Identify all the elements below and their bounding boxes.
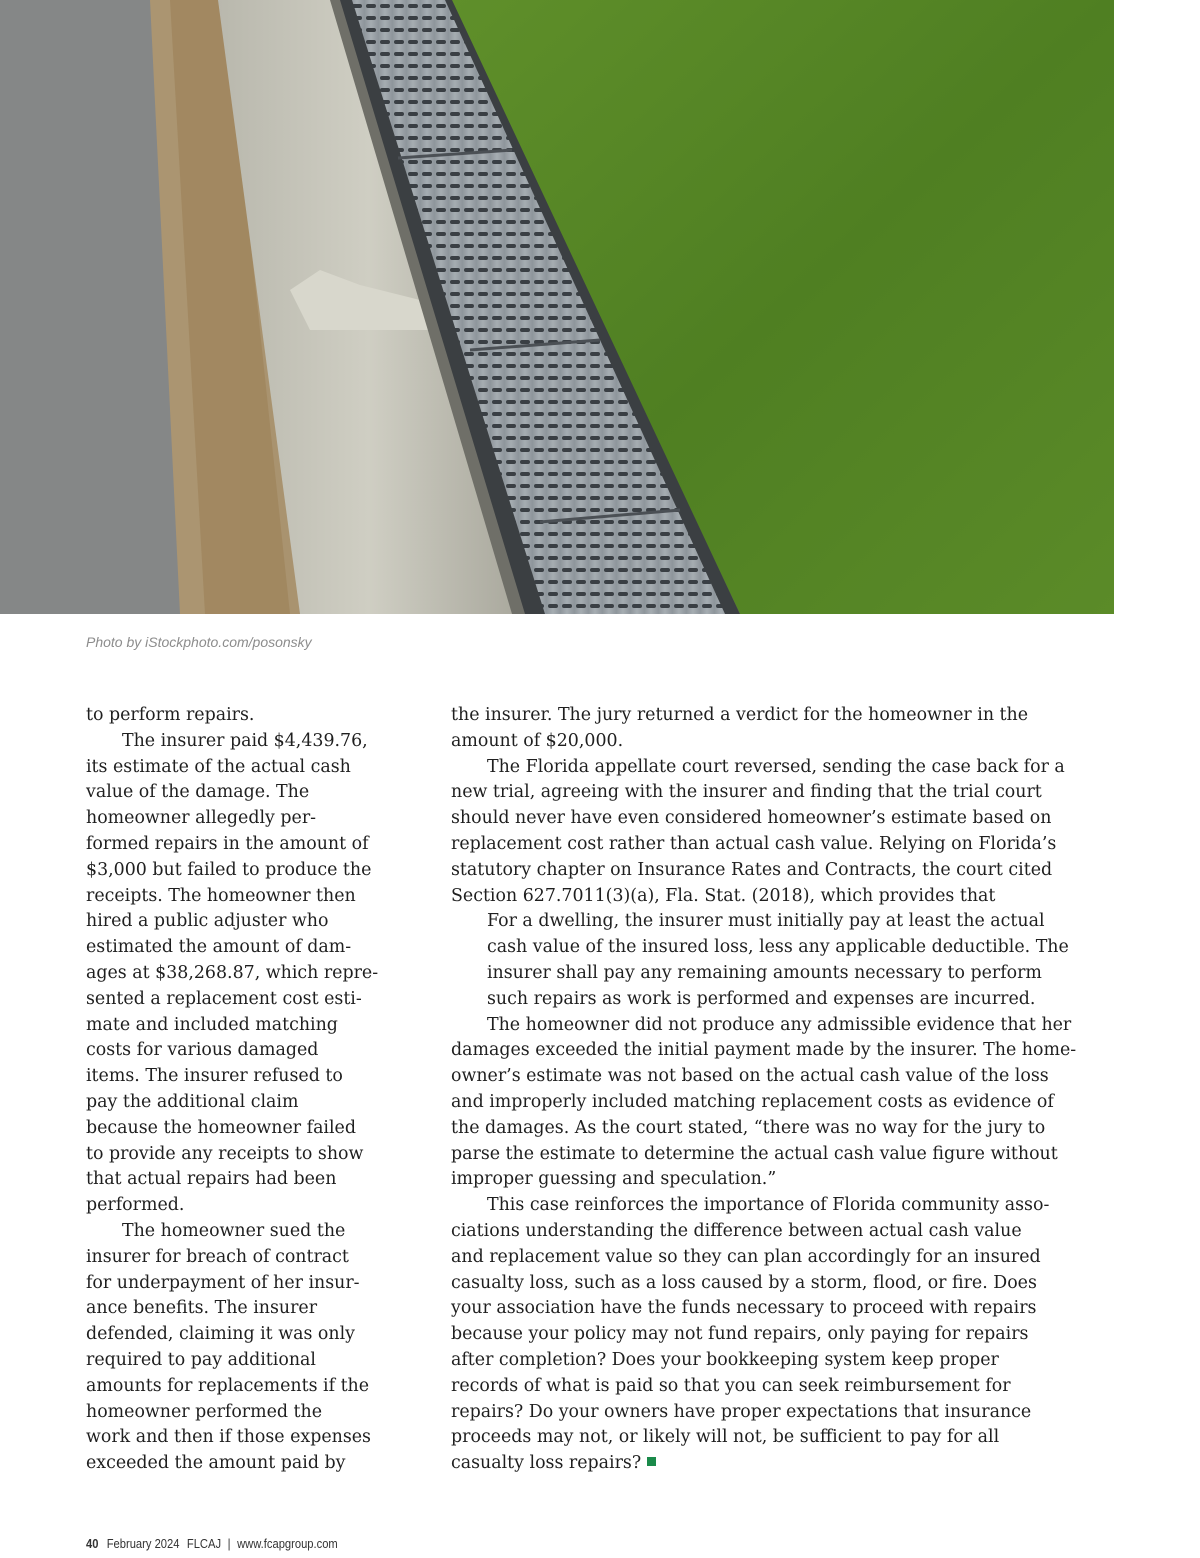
text-line: The insurer paid $4,439.76,: [122, 730, 368, 751]
text-line: receipts. The homeowner then: [86, 885, 356, 906]
text-line: homeowner allegedly per-: [86, 808, 317, 829]
text-line: insurer for breach of contract: [86, 1246, 349, 1267]
text-line: estimated the amount of dam-: [86, 937, 352, 958]
text-line: defended, claiming it was only: [86, 1324, 355, 1345]
paragraph: [451, 1013, 1116, 1194]
text-line: improper guessing and speculation.”: [451, 1169, 777, 1190]
text-line: records of what is paid so that you can seek reimbursement for: [451, 1375, 1011, 1396]
text-line: owner’s estimate was not based on the actual cash value of the loss: [451, 1066, 1049, 1087]
text-line: formed repairs in the amount of: [86, 833, 369, 854]
text-line: because your policy may not fund repairs, only paying for repairs: [451, 1324, 1029, 1345]
text-line: cash value of the insured loss, less any applicable deductible. The: [487, 937, 1069, 958]
text-line: performed.: [86, 1195, 185, 1216]
text-line: For a dwelling, the insurer must initially pay at least the actual: [487, 911, 1045, 932]
paragraph: [451, 1193, 1116, 1477]
text-line: ciations understanding the difference between actual cash value: [451, 1220, 1022, 1241]
text-line: [451, 1451, 1116, 1477]
text-line: parse the estimate to determine the actual cash value figure without: [451, 1143, 1058, 1164]
text-line: to provide any receipts to show: [86, 1143, 364, 1164]
paragraph: [86, 703, 396, 729]
text-line: proceeds may not, or likely will not, be sufficient to pay for all: [451, 1427, 1000, 1448]
text-line: The Florida appellate court reversed, sending the case back for a: [487, 756, 1065, 777]
text-line: value of the damage. The: [86, 782, 310, 803]
photo-caption: Photo by iStockphoto.com/posonsky: [86, 634, 312, 650]
text-line: ages at $38,268.87, which repre-: [86, 962, 379, 983]
website-link[interactable]: www.fcapgroup.com: [237, 1536, 338, 1551]
text-line: The homeowner did not produce any admissible evidence that her: [487, 1014, 1072, 1035]
text-line: amounts for replacements if the: [86, 1375, 370, 1396]
text-line: ance benefits. The insurer: [86, 1298, 318, 1319]
paragraph: [86, 1219, 396, 1477]
text-line: costs for various damaged: [86, 1040, 319, 1061]
page-number: 40: [86, 1536, 99, 1551]
text-line: pay the additional claim: [86, 1091, 299, 1112]
text-line: that actual repairs had been: [86, 1169, 337, 1190]
block-quote: [451, 909, 1116, 1012]
text-line: The homeowner sued the: [122, 1220, 346, 1241]
paragraph: [86, 729, 396, 1219]
text-line: $3,000 but failed to produce the: [86, 859, 372, 880]
end-of-article-icon: [647, 1457, 656, 1466]
last-line-text: casualty loss repairs?: [451, 1453, 642, 1474]
text-line: required to pay additional: [86, 1349, 316, 1370]
footer-separator: |: [227, 1536, 231, 1551]
text-line: after completion? Does your bookkeeping system keep proper: [451, 1349, 999, 1370]
text-line: exceeded the amount paid by: [86, 1453, 346, 1474]
curb-drain-photo-icon: [0, 0, 1114, 614]
publication-name: FLCAJ: [186, 1536, 222, 1551]
text-line: because the homeowner failed: [86, 1117, 356, 1138]
text-line: insurer shall pay any remaining amounts necessary to perform: [487, 962, 1042, 983]
text-line: the insurer. The jury returned a verdict for the homeowner in the: [451, 705, 1029, 725]
text-line: sented a replacement cost esti-: [86, 988, 362, 1009]
text-line: homeowner performed the: [86, 1401, 323, 1422]
text-line: statutory chapter on Insurance Rates and Contracts, the court cited: [451, 859, 1053, 880]
text-line: its estimate of the actual cash: [86, 756, 351, 777]
text-line: such repairs as work is performed and expenses are incurred.: [487, 988, 1036, 1009]
text-line: and improperly included matching replacement costs as evidence of: [451, 1091, 1054, 1112]
article-column-left: [86, 703, 396, 1477]
text-line: the damages. As the court stated, “there was no way for the jury to: [451, 1117, 1046, 1138]
text-line: replacement cost rather than actual cash value. Relying on Florida’s: [451, 833, 1057, 854]
text-line: items. The insurer refused to: [86, 1066, 343, 1087]
text-line: should never have even considered homeowner’s estimate based on: [451, 808, 1052, 829]
article-photo: [0, 0, 1114, 614]
paragraph: [451, 703, 1116, 755]
text-line: new trial, agreeing with the insurer and finding that the trial court: [451, 782, 1042, 803]
text-line: work and then if those expenses: [86, 1427, 371, 1448]
text-line: for underpayment of her insur-: [86, 1272, 360, 1293]
text-line: This case reinforces the importance of Florida community asso-: [487, 1195, 1050, 1216]
issue-date: February 2024: [106, 1536, 180, 1551]
article-column-right: [451, 703, 1116, 1477]
text-line: Section 627.7011(3)(a), Fla. Stat. (2018), which provides that: [451, 885, 996, 906]
text-line: and replacement value so they can plan accordingly for an insured: [451, 1246, 1041, 1267]
paragraph: [451, 755, 1116, 910]
text-line: repairs? Do your owners have proper expectations that insurance: [451, 1401, 1032, 1422]
text-line: damages exceeded the initial payment made by the insurer. The home-: [451, 1040, 1077, 1061]
text-line: casualty loss, such as a loss caused by a storm, flood, or fire. Does: [451, 1272, 1037, 1293]
text-line: amount of $20,000.: [451, 730, 624, 751]
text-line: hired a public adjuster who: [86, 911, 329, 932]
text-line: mate and included matching: [86, 1014, 338, 1035]
text-line: your association have the funds necessary to proceed with repairs: [451, 1298, 1037, 1319]
page-footer: [86, 1536, 338, 1551]
text-line: to perform repairs.: [86, 705, 255, 725]
